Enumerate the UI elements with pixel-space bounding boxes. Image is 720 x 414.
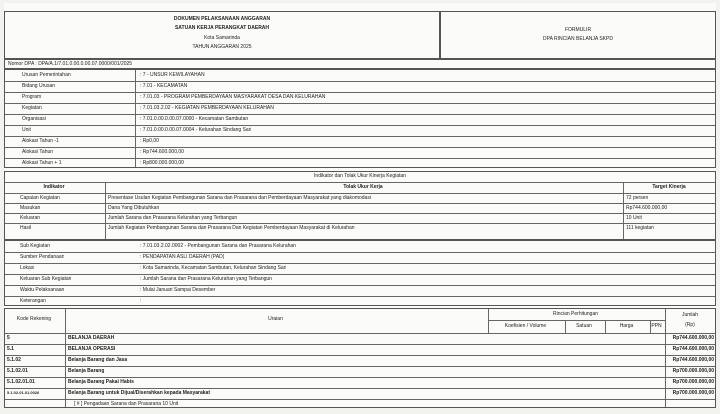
rincian-col-satuan: Satuan	[576, 323, 592, 329]
form-name: DPA RINCIAN BELANJA SKPD	[543, 36, 613, 42]
rincian-kode: 5.1.02	[7, 357, 21, 363]
doc-city: Kota Samarinda	[204, 35, 240, 41]
kinerja-tolak-masukan: Dana Yang Dibutuhkan	[108, 205, 160, 211]
sub-value-keluaran: : Jumlah Sarana dan Prasarana Kelurahan yang Terbangun	[140, 276, 272, 282]
info-value-alokasi-prev: : Rp0,00	[140, 138, 159, 144]
rincian-jumlah: Rp700.000.000,00	[672, 379, 714, 385]
sub-value-sumber: : PENDAPATAN ASLI DAERAH (PAD)	[140, 254, 225, 260]
rincian-partial-row: [ # ] Pengadaan Sarana dan Prasarana 10 Unit	[74, 401, 179, 407]
form-label: FORMULIR	[564, 27, 592, 33]
kinerja-target-capaian: 72 persen	[626, 195, 649, 201]
info-value-urusan: : 7 - UNSUR KEWILAYAHAN	[140, 72, 205, 78]
rincian-jumlah: Rp700.000.000,00	[672, 368, 714, 374]
rincian-uraian: BELANJA OPERASI	[68, 346, 116, 352]
doc-year: TAHUN ANGGARAN 2025	[192, 44, 252, 50]
rincian-col-perhitungan: Rincian Perhitungan	[552, 311, 599, 317]
rincian-jumlah: Rp744.600.000,00	[672, 335, 714, 341]
kinerja-indikator-capaian: Capaian Kegiatan	[20, 195, 60, 201]
info-value-alokasi: : Rp744.600.000,00	[140, 149, 184, 155]
kinerja-tolak-capaian: Presentase Usulan Kegiatan Pembangunan Sarana dan Prasarana dan Pemberdayaan Masyarakat yang diakomodasi	[108, 195, 371, 201]
info-table	[4, 69, 716, 168]
info-label-program: Program	[22, 94, 42, 100]
header-right-box	[440, 11, 716, 59]
sub-label-keluaran: Keluaran Sub Kegiatan	[20, 276, 72, 282]
info-value-organisasi: : 7.01.0.00.0.00.07.0000 - Kecamatan Sambutan	[140, 116, 249, 122]
info-label-kegiatan: Kegiatan	[22, 105, 42, 111]
kinerja-target-masukan: Rp744.600.000,00	[626, 205, 668, 211]
dpa-document	[4, 3, 716, 408]
sub-label-lokasi: Lokasi	[20, 265, 35, 271]
info-label-unit: Unit	[22, 127, 31, 133]
rincian-uraian: Belanja Barang untuk Dijual/Diserahkan kepada Masyarakat	[68, 390, 210, 396]
rincian-jumlah: Rp700.000.000,00	[672, 390, 714, 396]
info-value-kegiatan: : 7.01.03.2.02 - KEGIATAN PEMBERDAYAAN KELURAHAN	[140, 105, 274, 111]
kinerja-col-tolak: Tolak Ukur Kerja	[343, 184, 383, 190]
sub-label-kegiatan: Sub Kegiatan	[20, 243, 51, 249]
doc-title: DOKUMEN PELAKSANAAN ANGGARAN	[173, 16, 271, 22]
kinerja-indikator-hasil: Hasil	[20, 225, 32, 231]
doc-subtitle: SATUAN KERJA PERANGKAT DAERAH	[174, 25, 270, 31]
subkegiatan-table	[4, 240, 716, 306]
rincian-uraian: Belanja Barang	[68, 368, 105, 374]
info-label-alokasi: Alokasi Tahun	[22, 149, 54, 155]
rincian-kode: 5	[7, 335, 10, 341]
info-value-unit: : 7.01.0.00.0.00.07.0004 - Kelurahan Sindang Sari	[140, 127, 252, 133]
rincian-jumlah: Rp744.600.000,00	[672, 357, 714, 363]
rincian-jumlah: Rp744.600.000,00	[672, 346, 714, 352]
rincian-col-rp: (Rp)	[685, 322, 695, 328]
sub-label-keterangan: Keterangan	[20, 298, 46, 304]
rincian-kode: 5.1.02.01.01.0026	[7, 390, 40, 395]
sub-label-waktu: Waktu Pelaksanaan	[20, 287, 65, 293]
rincian-uraian: Belanja Barang dan Jasa	[68, 357, 128, 363]
info-value-bidang: : 7.01 - KECAMATAN	[140, 83, 188, 89]
sub-value-waktu: : Mulai Januari Sampai Desember	[140, 287, 216, 293]
info-value-program: : 7.01.03 - PROGRAM PEMBERDAYAAN MASYARAKAT DESA DAN KELURAHAN	[140, 94, 326, 100]
kinerja-col-indikator: Indikator	[43, 184, 65, 190]
rincian-col-koefisien: Koefisien / Volume	[504, 323, 547, 329]
kinerja-indikator-masukan: Masukan	[20, 205, 41, 211]
rincian-col-harga: Harga	[619, 323, 634, 329]
info-label-bidang: Bidang Urusan	[22, 83, 56, 89]
rincian-kode: 5.1	[7, 346, 14, 352]
sub-label-sumber: Sumber Pendanaan	[20, 254, 65, 260]
kinerja-title: Indikator dan Tolak Ukur Kinerja Kegiatan	[314, 173, 406, 179]
rincian-kode: 5.1.02.01.01	[7, 379, 35, 385]
kinerja-tolak-keluaran: Jumlah Sarana dan Prasarana Kelurahan yang Terbangun	[108, 215, 238, 221]
rincian-col-kode: Kode Rekening	[16, 316, 52, 322]
sub-value-keterangan: :	[140, 298, 142, 304]
kinerja-target-keluaran: 10 Unit	[626, 215, 642, 221]
rincian-kode: 5.1.02.01	[7, 368, 28, 374]
kinerja-col-target: Target Kinerja	[652, 184, 686, 190]
info-label-organisasi: Organisasi	[22, 116, 46, 122]
kinerja-target-hasil: 111 kegiatan	[626, 225, 654, 231]
info-value-alokasi-next: : Rp800.000.000,00	[140, 160, 184, 166]
sub-value-lokasi: : Kota Samarinda, Kecamatan Sambutan, Kelurahan Sindang Sari	[140, 265, 287, 271]
kinerja-tolak-hasil: Jumlah Kegiatan Pembangunan Sarana dan Prasarana Dan Kegiatan Pemberdayaan Masyarakat di Kelurahan	[108, 225, 355, 231]
nomor-dpa: Nomor DPA : DPA/A.1/7.01.0.00.0.00.07.0000/001/2025	[8, 61, 133, 67]
kinerja-indikator-keluaran: Keluaran	[20, 215, 41, 221]
rincian-uraian: BELANJA DAERAH	[68, 335, 115, 341]
rincian-col-ppn: PPN	[651, 323, 662, 329]
info-label-alokasi-prev: Alokasi Tahun -1	[22, 138, 59, 144]
rincian-col-uraian: Uraian	[268, 316, 283, 322]
info-label-alokasi-next: Alokasi Tahun + 1	[22, 160, 62, 166]
sub-value-kegiatan: : 7.01.03.2.02.0002 - Pembangunan Sarana dan Prasarana Kelurahan	[140, 243, 296, 249]
info-label-urusan: Urusan Pemerintahan	[22, 72, 71, 78]
rincian-col-jumlah: Jumlah	[681, 312, 699, 318]
rincian-uraian: Belanja Barang Pakai Habis	[68, 379, 134, 385]
